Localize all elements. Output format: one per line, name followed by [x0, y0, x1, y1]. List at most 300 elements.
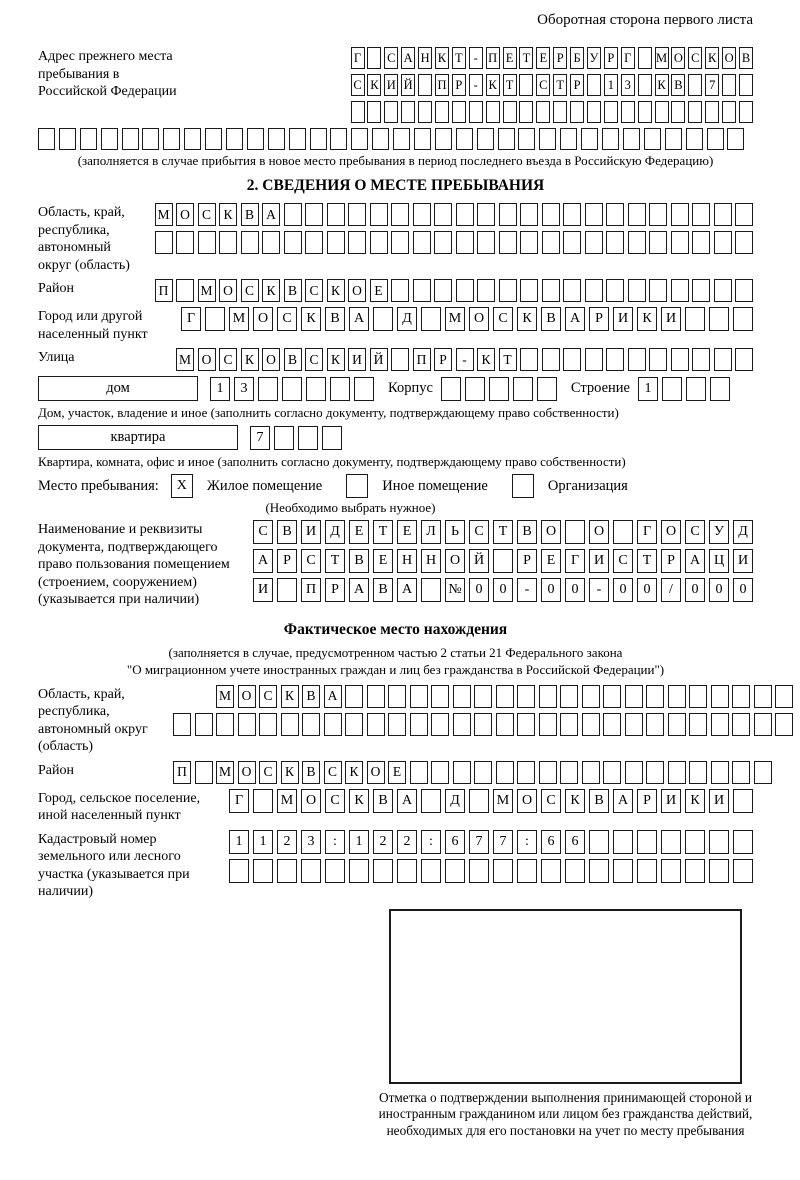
char-cell[interactable] [711, 685, 729, 708]
char-cell[interactable] [686, 377, 706, 401]
char-cell[interactable] [306, 377, 326, 401]
char-cell[interactable] [722, 74, 736, 96]
char-cell[interactable]: 3 [301, 830, 321, 854]
char-cell[interactable] [498, 128, 515, 150]
char-cell[interactable] [604, 101, 618, 123]
char-cell[interactable] [351, 101, 365, 123]
char-cell[interactable] [603, 713, 621, 736]
char-cell[interactable] [602, 128, 619, 150]
char-cell[interactable]: Г [621, 47, 635, 69]
char-cell[interactable]: А [685, 549, 705, 573]
char-cell[interactable]: О [517, 789, 537, 813]
char-cell[interactable]: П [413, 348, 431, 371]
char-cell[interactable]: 2 [373, 830, 393, 854]
char-cell[interactable]: Г [565, 549, 585, 573]
char-cell[interactable]: К [435, 47, 449, 69]
char-cell[interactable]: О [176, 203, 194, 226]
char-cell[interactable] [686, 128, 703, 150]
char-cell[interactable]: П [435, 74, 449, 96]
char-cell[interactable]: С [301, 549, 321, 573]
char-cell[interactable] [625, 713, 643, 736]
char-cell[interactable]: Т [452, 47, 466, 69]
char-cell[interactable] [142, 128, 159, 150]
char-cell[interactable]: К [345, 761, 363, 784]
char-cell[interactable] [714, 348, 732, 371]
char-cell[interactable]: В [517, 520, 537, 544]
char-cell[interactable] [637, 859, 657, 883]
char-cell[interactable] [623, 128, 640, 150]
char-cell[interactable] [195, 713, 213, 736]
char-cell[interactable] [391, 231, 409, 254]
char-cell[interactable]: И [709, 789, 729, 813]
char-cell[interactable] [668, 685, 686, 708]
char-cell[interactable]: Т [373, 520, 393, 544]
char-cell[interactable] [537, 377, 557, 401]
char-cell[interactable] [692, 231, 710, 254]
char-cell[interactable] [367, 47, 381, 69]
char-cell[interactable]: : [421, 830, 441, 854]
char-cell[interactable]: Й [401, 74, 415, 96]
char-cell[interactable] [259, 713, 277, 736]
char-cell[interactable]: Д [397, 307, 417, 331]
char-cell[interactable] [345, 685, 363, 708]
char-cell[interactable]: М [155, 203, 173, 226]
char-cell[interactable] [735, 203, 753, 226]
char-cell[interactable]: М [493, 789, 513, 813]
char-cell[interactable]: И [301, 520, 321, 544]
char-cell[interactable] [733, 859, 753, 883]
char-cell[interactable]: Й [370, 348, 388, 371]
char-cell[interactable] [421, 578, 441, 602]
char-cell[interactable]: Р [553, 47, 567, 69]
char-cell[interactable] [582, 761, 600, 784]
char-cell[interactable] [754, 713, 772, 736]
char-cell[interactable] [581, 128, 598, 150]
char-cell[interactable] [453, 713, 471, 736]
char-cell[interactable] [302, 713, 320, 736]
char-cell[interactable] [391, 279, 409, 302]
char-cell[interactable] [692, 348, 710, 371]
char-cell[interactable] [644, 128, 661, 150]
char-cell[interactable] [542, 231, 560, 254]
char-cell[interactable] [348, 203, 366, 226]
char-cell[interactable]: У [587, 47, 601, 69]
char-cell[interactable] [253, 859, 273, 883]
char-cell[interactable]: К [327, 348, 345, 371]
char-cell[interactable] [354, 377, 374, 401]
char-cell[interactable]: М [176, 348, 194, 371]
char-cell[interactable]: Е [503, 47, 517, 69]
char-cell[interactable] [560, 685, 578, 708]
char-cell[interactable]: 0 [685, 578, 705, 602]
char-cell[interactable] [327, 231, 345, 254]
char-cell[interactable]: О [238, 761, 256, 784]
char-cell[interactable] [284, 203, 302, 226]
char-cell[interactable] [393, 128, 410, 150]
char-cell[interactable]: Б [570, 47, 584, 69]
stay-type-checkbox-residential[interactable]: Х [171, 474, 193, 498]
char-cell[interactable]: С [324, 761, 342, 784]
char-cell[interactable] [372, 128, 389, 150]
char-cell[interactable] [397, 859, 417, 883]
char-cell[interactable] [410, 685, 428, 708]
char-cell[interactable] [421, 307, 441, 331]
char-cell[interactable] [184, 128, 201, 150]
char-cell[interactable] [434, 231, 452, 254]
char-cell[interactable] [722, 101, 736, 123]
char-cell[interactable] [496, 685, 514, 708]
char-cell[interactable]: С [259, 761, 277, 784]
char-cell[interactable] [735, 348, 753, 371]
char-cell[interactable] [434, 279, 452, 302]
char-cell[interactable]: В [277, 520, 297, 544]
char-cell[interactable] [707, 128, 724, 150]
char-cell[interactable] [421, 859, 441, 883]
char-cell[interactable] [628, 279, 646, 302]
char-cell[interactable] [520, 203, 538, 226]
char-cell[interactable]: 7 [469, 830, 489, 854]
char-cell[interactable] [305, 203, 323, 226]
char-cell[interactable]: И [253, 578, 273, 602]
char-cell[interactable]: О [198, 348, 216, 371]
char-cell[interactable]: П [173, 761, 191, 784]
char-cell[interactable]: С [259, 685, 277, 708]
char-cell[interactable]: 2 [397, 830, 417, 854]
char-cell[interactable] [410, 713, 428, 736]
char-cell[interactable] [305, 231, 323, 254]
char-cell[interactable] [281, 713, 299, 736]
char-cell[interactable] [229, 859, 249, 883]
char-cell[interactable] [563, 203, 581, 226]
char-cell[interactable]: П [486, 47, 500, 69]
char-cell[interactable]: М [216, 761, 234, 784]
char-cell[interactable] [205, 307, 225, 331]
char-cell[interactable] [646, 761, 664, 784]
char-cell[interactable]: С [536, 74, 550, 96]
char-cell[interactable]: К [517, 307, 537, 331]
char-cell[interactable] [298, 426, 318, 450]
char-cell[interactable] [489, 377, 509, 401]
char-cell[interactable] [705, 101, 719, 123]
char-cell[interactable] [603, 685, 621, 708]
char-cell[interactable] [474, 761, 492, 784]
char-cell[interactable] [563, 231, 581, 254]
char-cell[interactable] [322, 426, 342, 450]
char-cell[interactable]: - [456, 348, 474, 371]
char-cell[interactable] [434, 203, 452, 226]
char-cell[interactable] [517, 761, 535, 784]
char-cell[interactable]: А [324, 685, 342, 708]
char-cell[interactable] [519, 74, 533, 96]
char-cell[interactable]: О [445, 549, 465, 573]
char-cell[interactable]: / [661, 578, 681, 602]
char-cell[interactable]: К [219, 203, 237, 226]
char-cell[interactable]: С [305, 348, 323, 371]
char-cell[interactable] [493, 549, 513, 573]
stay-type-checkbox-organization[interactable] [512, 474, 534, 498]
char-cell[interactable] [262, 231, 280, 254]
char-cell[interactable]: Р [570, 74, 584, 96]
char-cell[interactable] [155, 231, 173, 254]
char-cell[interactable] [274, 426, 294, 450]
char-cell[interactable] [587, 101, 601, 123]
char-cell[interactable]: О [301, 789, 321, 813]
char-cell[interactable]: В [589, 789, 609, 813]
char-cell[interactable]: Т [325, 549, 345, 573]
char-cell[interactable] [570, 101, 584, 123]
char-cell[interactable] [565, 859, 585, 883]
char-cell[interactable]: Р [277, 549, 297, 573]
char-cell[interactable]: С [685, 520, 705, 544]
char-cell[interactable] [59, 128, 76, 150]
char-cell[interactable] [330, 128, 347, 150]
char-cell[interactable]: С [219, 348, 237, 371]
char-cell[interactable]: Й [469, 549, 489, 573]
char-cell[interactable] [367, 713, 385, 736]
char-cell[interactable] [565, 520, 585, 544]
char-cell[interactable] [456, 279, 474, 302]
char-cell[interactable] [216, 713, 234, 736]
char-cell[interactable] [606, 203, 624, 226]
char-cell[interactable]: А [253, 549, 273, 573]
char-cell[interactable]: Р [589, 307, 609, 331]
char-cell[interactable]: К [327, 279, 345, 302]
char-cell[interactable] [310, 128, 327, 150]
char-cell[interactable] [709, 830, 729, 854]
char-cell[interactable] [732, 685, 750, 708]
char-cell[interactable]: Е [370, 279, 388, 302]
char-cell[interactable] [668, 713, 686, 736]
char-cell[interactable]: И [613, 307, 633, 331]
char-cell[interactable] [628, 348, 646, 371]
char-cell[interactable] [163, 128, 180, 150]
char-cell[interactable] [226, 128, 243, 150]
char-cell[interactable] [173, 713, 191, 736]
char-cell[interactable] [710, 377, 730, 401]
char-cell[interactable] [649, 279, 667, 302]
char-cell[interactable] [589, 830, 609, 854]
char-cell[interactable]: Т [637, 549, 657, 573]
char-cell[interactable]: 0 [709, 578, 729, 602]
char-cell[interactable]: Т [499, 348, 517, 371]
char-cell[interactable]: 7 [705, 74, 719, 96]
char-cell[interactable]: М [198, 279, 216, 302]
char-cell[interactable] [370, 231, 388, 254]
char-cell[interactable]: 1 [229, 830, 249, 854]
char-cell[interactable]: 6 [565, 830, 585, 854]
char-cell[interactable]: Р [661, 549, 681, 573]
char-cell[interactable] [445, 859, 465, 883]
char-cell[interactable]: Е [388, 761, 406, 784]
char-cell[interactable]: С [493, 307, 513, 331]
char-cell[interactable] [649, 203, 667, 226]
char-cell[interactable] [735, 279, 753, 302]
char-cell[interactable] [517, 859, 537, 883]
char-cell[interactable] [388, 685, 406, 708]
char-cell[interactable]: Г [181, 307, 201, 331]
char-cell[interactable] [671, 101, 685, 123]
char-cell[interactable]: К [685, 789, 705, 813]
char-cell[interactable] [486, 101, 500, 123]
char-cell[interactable] [176, 279, 194, 302]
char-cell[interactable]: С [384, 47, 398, 69]
char-cell[interactable] [542, 279, 560, 302]
char-cell[interactable]: С [613, 549, 633, 573]
char-cell[interactable] [435, 101, 449, 123]
char-cell[interactable] [541, 859, 561, 883]
char-cell[interactable] [517, 685, 535, 708]
stay-type-checkbox-other-premise[interactable] [346, 474, 368, 498]
char-cell[interactable] [689, 685, 707, 708]
char-cell[interactable] [388, 713, 406, 736]
char-cell[interactable]: В [284, 279, 302, 302]
char-cell[interactable]: О [671, 47, 685, 69]
char-cell[interactable]: С [688, 47, 702, 69]
char-cell[interactable]: 3 [234, 377, 254, 401]
char-cell[interactable]: 0 [733, 578, 753, 602]
char-cell[interactable]: К [565, 789, 585, 813]
char-cell[interactable]: В [325, 307, 345, 331]
char-cell[interactable] [247, 128, 264, 150]
char-cell[interactable] [711, 713, 729, 736]
char-cell[interactable]: А [397, 789, 417, 813]
char-cell[interactable]: В [302, 761, 320, 784]
char-cell[interactable]: Е [536, 47, 550, 69]
char-cell[interactable] [649, 231, 667, 254]
char-cell[interactable] [349, 859, 369, 883]
char-cell[interactable] [413, 279, 431, 302]
char-cell[interactable] [649, 348, 667, 371]
char-cell[interactable]: С [351, 74, 365, 96]
char-cell[interactable] [474, 713, 492, 736]
char-cell[interactable] [553, 101, 567, 123]
char-cell[interactable] [401, 101, 415, 123]
char-cell[interactable] [413, 231, 431, 254]
char-cell[interactable]: - [469, 74, 483, 96]
char-cell[interactable]: К [349, 789, 369, 813]
char-cell[interactable]: М [229, 307, 249, 331]
char-cell[interactable] [367, 101, 381, 123]
char-cell[interactable]: Н [397, 549, 417, 573]
char-cell[interactable] [775, 713, 793, 736]
char-cell[interactable] [219, 231, 237, 254]
char-cell[interactable] [727, 128, 744, 150]
char-cell[interactable]: А [349, 578, 369, 602]
char-cell[interactable]: - [589, 578, 609, 602]
char-cell[interactable] [253, 789, 273, 813]
char-cell[interactable] [735, 231, 753, 254]
char-cell[interactable] [646, 685, 664, 708]
char-cell[interactable]: О [253, 307, 273, 331]
char-cell[interactable] [692, 203, 710, 226]
char-cell[interactable]: Ь [445, 520, 465, 544]
char-cell[interactable] [585, 203, 603, 226]
char-cell[interactable]: О [661, 520, 681, 544]
char-cell[interactable]: Т [519, 47, 533, 69]
char-cell[interactable] [205, 128, 222, 150]
char-cell[interactable]: С [241, 279, 259, 302]
char-cell[interactable] [709, 307, 729, 331]
char-cell[interactable] [373, 859, 393, 883]
char-cell[interactable] [327, 203, 345, 226]
char-cell[interactable]: У [709, 520, 729, 544]
char-cell[interactable] [661, 830, 681, 854]
char-cell[interactable]: П [155, 279, 173, 302]
char-cell[interactable]: 0 [469, 578, 489, 602]
char-cell[interactable] [692, 279, 710, 302]
char-cell[interactable] [496, 713, 514, 736]
char-cell[interactable]: Г [351, 47, 365, 69]
char-cell[interactable] [518, 128, 535, 150]
char-cell[interactable] [587, 74, 601, 96]
char-cell[interactable] [775, 685, 793, 708]
char-cell[interactable] [560, 713, 578, 736]
char-cell[interactable] [754, 761, 772, 784]
char-cell[interactable] [582, 685, 600, 708]
char-cell[interactable] [80, 128, 97, 150]
char-cell[interactable] [613, 830, 633, 854]
char-cell[interactable] [646, 713, 664, 736]
char-cell[interactable] [413, 203, 431, 226]
char-cell[interactable]: С [469, 520, 489, 544]
char-cell[interactable] [289, 128, 306, 150]
char-cell[interactable]: С [198, 203, 216, 226]
char-cell[interactable]: К [262, 279, 280, 302]
char-cell[interactable] [431, 761, 449, 784]
char-cell[interactable] [435, 128, 452, 150]
char-cell[interactable]: : [325, 830, 345, 854]
char-cell[interactable] [536, 101, 550, 123]
char-cell[interactable] [539, 761, 557, 784]
char-cell[interactable] [739, 74, 753, 96]
char-cell[interactable]: В [373, 789, 393, 813]
char-cell[interactable] [606, 279, 624, 302]
char-cell[interactable] [733, 307, 753, 331]
char-cell[interactable]: К [281, 761, 299, 784]
char-cell[interactable]: 1 [604, 74, 618, 96]
char-cell[interactable] [539, 713, 557, 736]
char-cell[interactable]: 1 [210, 377, 230, 401]
char-cell[interactable] [477, 203, 495, 226]
char-cell[interactable] [469, 859, 489, 883]
char-cell[interactable]: 0 [541, 578, 561, 602]
char-cell[interactable]: Е [397, 520, 417, 544]
char-cell[interactable]: 7 [493, 830, 513, 854]
char-cell[interactable]: В [541, 307, 561, 331]
char-cell[interactable]: О [219, 279, 237, 302]
char-cell[interactable] [414, 128, 431, 150]
char-cell[interactable] [477, 279, 495, 302]
char-cell[interactable] [195, 761, 213, 784]
char-cell[interactable] [282, 377, 302, 401]
char-cell[interactable]: К [637, 307, 657, 331]
char-cell[interactable] [582, 713, 600, 736]
char-cell[interactable]: В [284, 348, 302, 371]
char-cell[interactable] [373, 307, 393, 331]
char-cell[interactable]: Е [349, 520, 369, 544]
char-cell[interactable]: К [281, 685, 299, 708]
char-cell[interactable] [665, 128, 682, 150]
char-cell[interactable]: Т [493, 520, 513, 544]
char-cell[interactable] [503, 101, 517, 123]
char-cell[interactable] [613, 520, 633, 544]
char-cell[interactable] [628, 231, 646, 254]
char-cell[interactable]: О [262, 348, 280, 371]
char-cell[interactable] [517, 713, 535, 736]
char-cell[interactable]: Е [541, 549, 561, 573]
char-cell[interactable]: 0 [637, 578, 657, 602]
char-cell[interactable]: В [739, 47, 753, 69]
